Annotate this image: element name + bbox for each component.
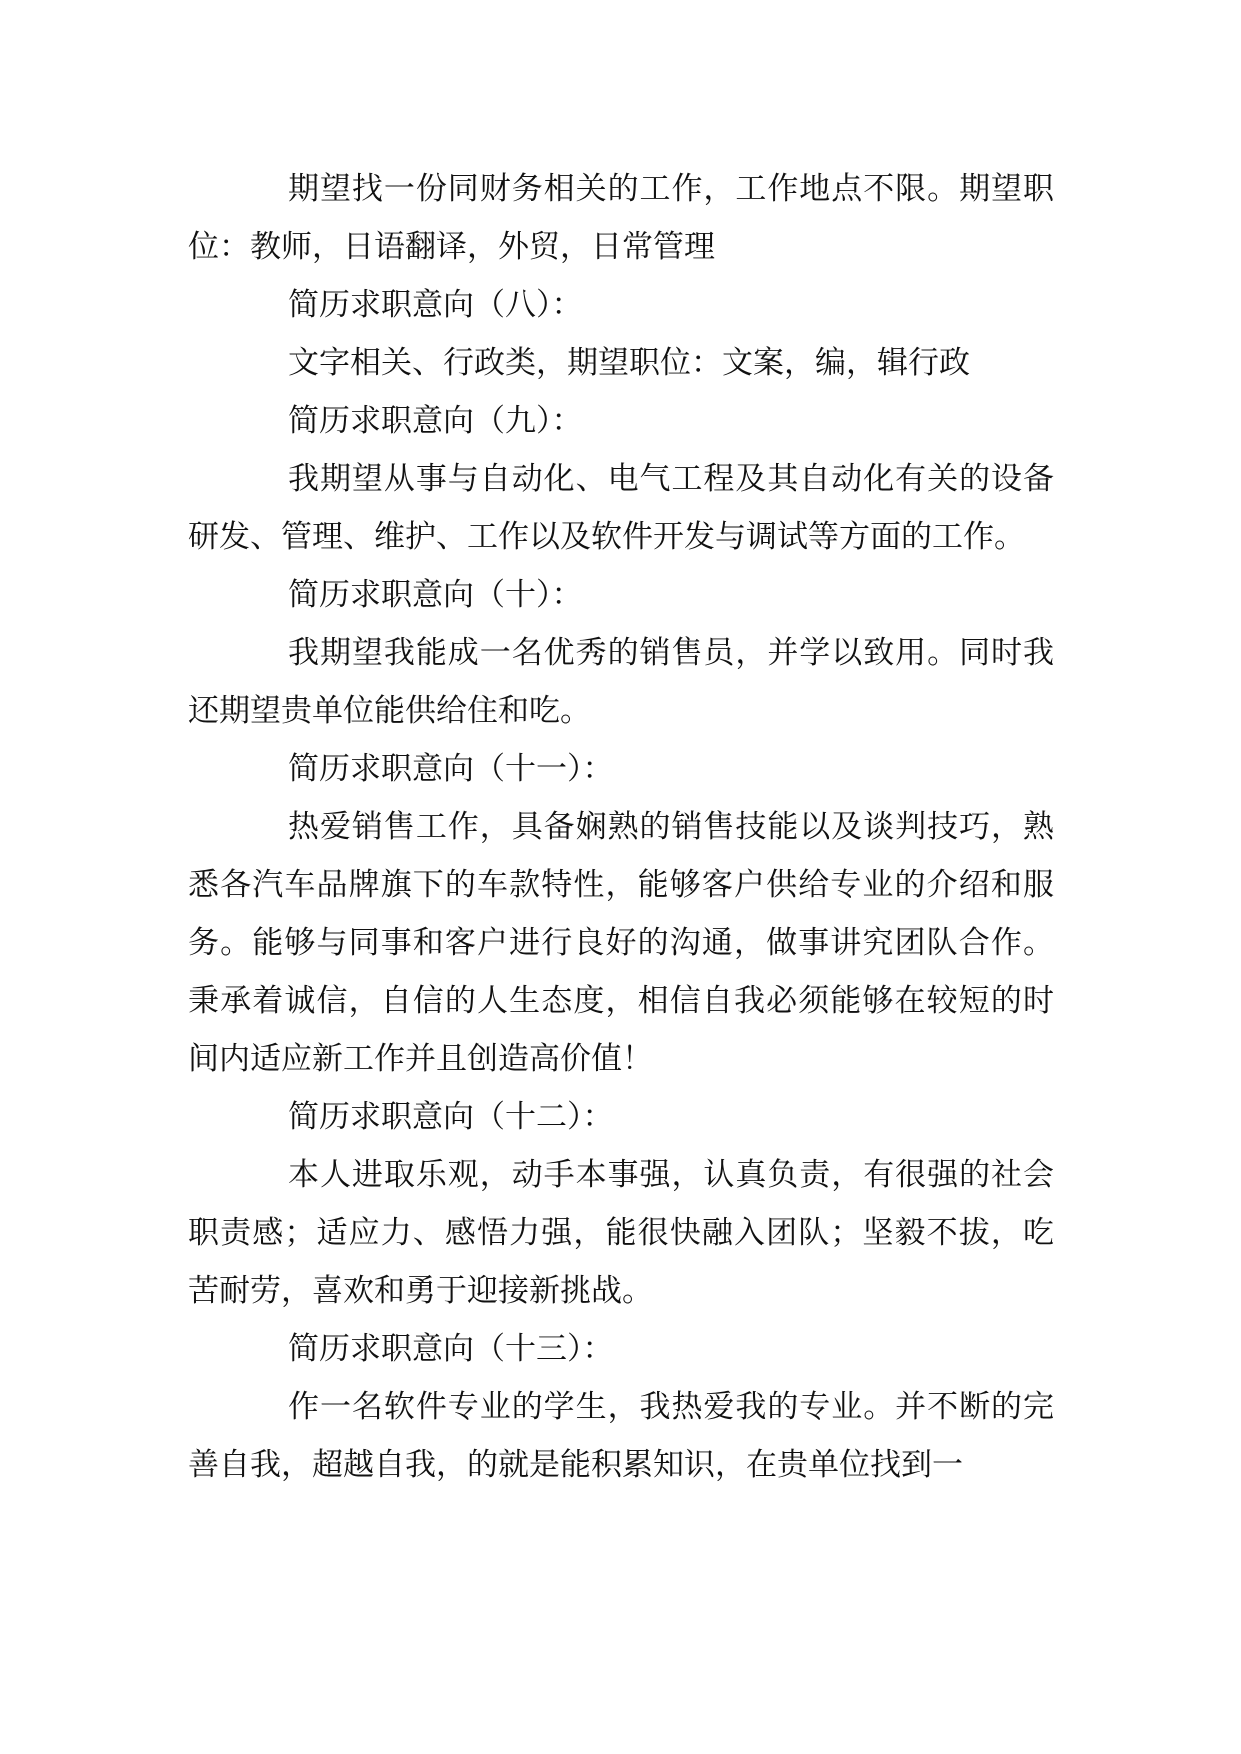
body-paragraph: 我期望从事与自动化、电气工程及其自动化有关的设备研发、管理、维护、工作以及软件开发与调试等方面的工作。 xyxy=(188,461,1054,555)
section-heading: 简历求职意向（十一）： xyxy=(288,751,614,787)
body-paragraph: 文字相关、行政类，期望职位：文案，编，辑行政 xyxy=(288,345,970,381)
body-paragraph: 期望找一份同财务相关的工作，工作地点不限。期望职位：教师，日语翻译，外贸，日常管理 xyxy=(188,171,1054,265)
body-paragraph: 本人进取乐观，动手本事强，认真负责，有很强的社会职责感；适应力、感悟力强，能很快融入团队；坚毅不拔，吃苦耐劳，喜欢和勇于迎接新挑战。 xyxy=(188,1157,1054,1309)
section-heading: 简历求职意向（九）： xyxy=(288,403,583,439)
section-heading: 简历求职意向（十）： xyxy=(288,577,583,613)
section-heading: 简历求职意向（十三）： xyxy=(288,1331,614,1367)
section-heading: 简历求职意向（十二）： xyxy=(288,1099,614,1135)
body-paragraph: 我期望我能成一名优秀的销售员，并学以致用。同时我还期望贵单位能供给住和吃。 xyxy=(188,635,1054,729)
section-heading: 简历求职意向（八）： xyxy=(288,287,583,323)
body-paragraph: 作一名软件专业的学生，我热爱我的专业。并不断的完善自我，超越自我，的就是能积累知识，在贵单位找到一 xyxy=(188,1389,1054,1483)
document-body xyxy=(188,160,1054,1494)
body-paragraph: 热爱销售工作，具备娴熟的销售技能以及谈判技巧，熟悉各汽车品牌旗下的车款特性，能够客户供给专业的介绍和服务。能够与同事和客户进行良好的沟通，做事讲究团队合作。秉承着诚信，自信的人生态度，相信自我必须能够在较短的时间内适应新工作并且创造高价值！ xyxy=(188,809,1054,1077)
